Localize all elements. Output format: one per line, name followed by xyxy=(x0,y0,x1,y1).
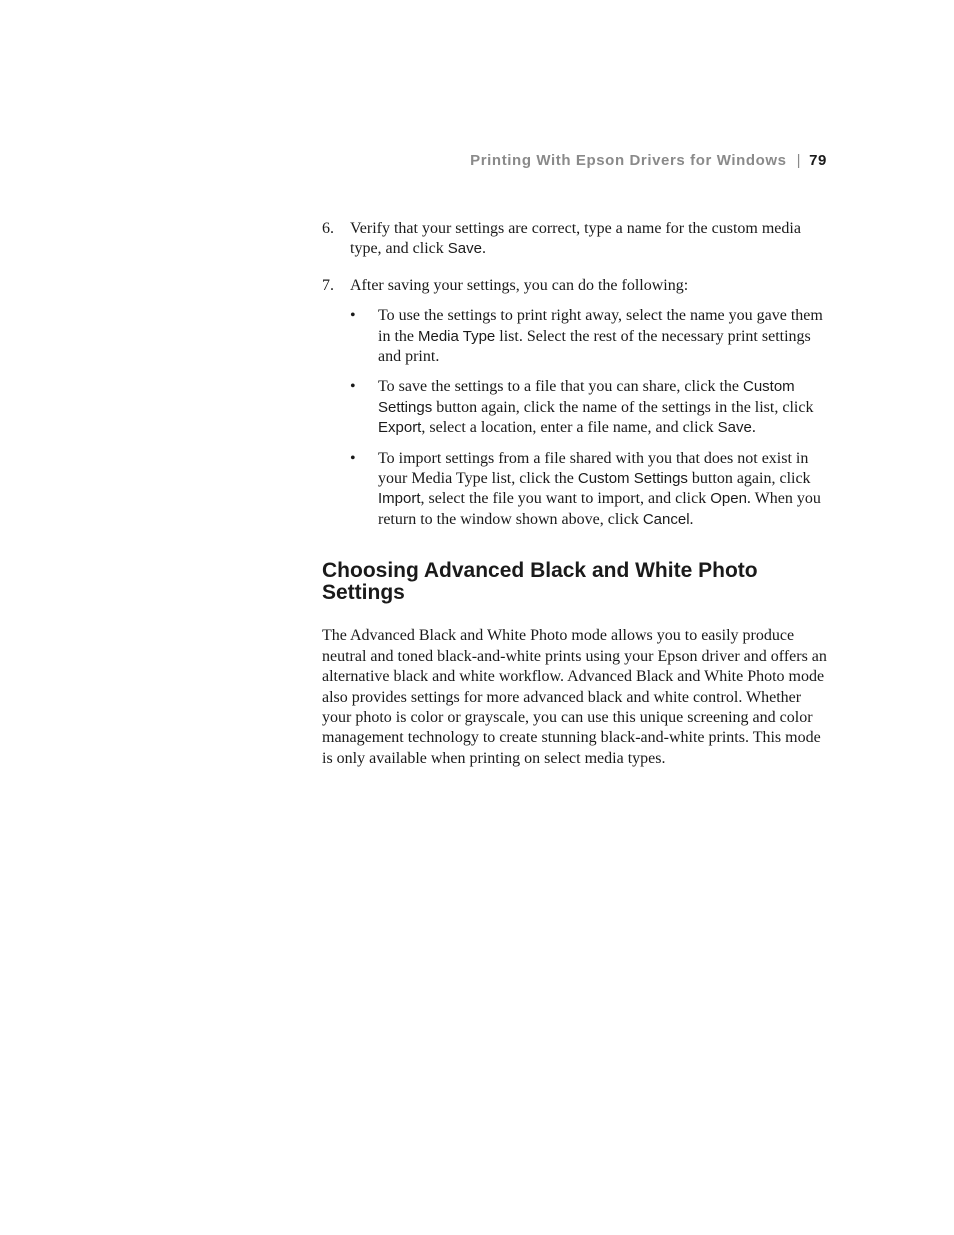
ui-term-save: Save xyxy=(447,240,482,258)
text-run: Verify that your settings are correct, type a name for the custom media type, and click xyxy=(350,220,801,258)
header-separator: | xyxy=(796,152,802,169)
bullet-item-export xyxy=(350,377,827,438)
text-run: button again, click xyxy=(687,470,811,488)
bullet-marker: • xyxy=(350,307,356,325)
ui-term-save: Save xyxy=(717,419,752,437)
text-run: list. Select the rest of the necessary print settings and print. xyxy=(378,327,811,366)
header-section-title: Printing With Epson Drivers for Windows xyxy=(470,152,787,169)
text-run: To save the settings to a file that you can share, click the xyxy=(378,378,743,396)
step-text xyxy=(350,220,801,257)
ui-term-export: Export xyxy=(378,419,422,437)
ui-term-custom-settings: Custom Settings xyxy=(378,378,795,416)
ui-term-open: Open xyxy=(710,490,747,508)
ui-term-import: Import xyxy=(378,490,421,508)
text-run: . xyxy=(689,510,694,528)
section-heading: Choosing Advanced Black and White Photo Settings xyxy=(322,559,758,605)
ui-term-cancel: Cancel xyxy=(642,510,690,528)
step-7 xyxy=(322,276,827,530)
running-header xyxy=(470,152,827,169)
text-run: , select the file you want to import, and click xyxy=(420,490,711,508)
bullet-item-print-now xyxy=(350,306,827,367)
text-run: . xyxy=(751,419,756,437)
ui-term-custom-settings: Custom Settings xyxy=(577,470,688,488)
text-run: To use the settings to print right away, select the name you gave them in the xyxy=(378,307,823,345)
bullet-item-import xyxy=(350,449,827,531)
page-content xyxy=(322,219,827,769)
step-number: 6. xyxy=(322,220,334,237)
bullet-marker: • xyxy=(350,449,356,467)
step-intro: After saving your settings, you can do the following: xyxy=(350,276,689,294)
text-run: To import settings from a file shared with you that does not exist in your Media Type list, click the xyxy=(378,449,809,488)
page-number: 79 xyxy=(809,152,827,169)
step-number: 7. xyxy=(322,276,334,294)
bullet-marker: • xyxy=(350,378,356,396)
section-paragraph: The Advanced Black and White Photo mode allows you to easily produce neutral and toned black-and-white prints using your Epson driver and offers an alternative black and white workflow. Advanced Black and White Photo mode also provides settings for more advanced black and white control. Whether your photo is color or grayscale, you can use this unique screening and color management technology to create stunning black-and-white prints. This mode is only available when printing on select media types. xyxy=(322,627,827,767)
text-run: , select a location, enter a file name, and click xyxy=(421,419,718,437)
text-run: button again, click the name of the settings in the list, click xyxy=(432,398,814,416)
ui-term-media-type: Media Type xyxy=(418,327,496,345)
text-run: . xyxy=(481,240,486,258)
bullet-list xyxy=(350,306,827,530)
text-run: . When you return to the window shown above, click xyxy=(378,490,821,528)
step-6 xyxy=(322,219,827,260)
